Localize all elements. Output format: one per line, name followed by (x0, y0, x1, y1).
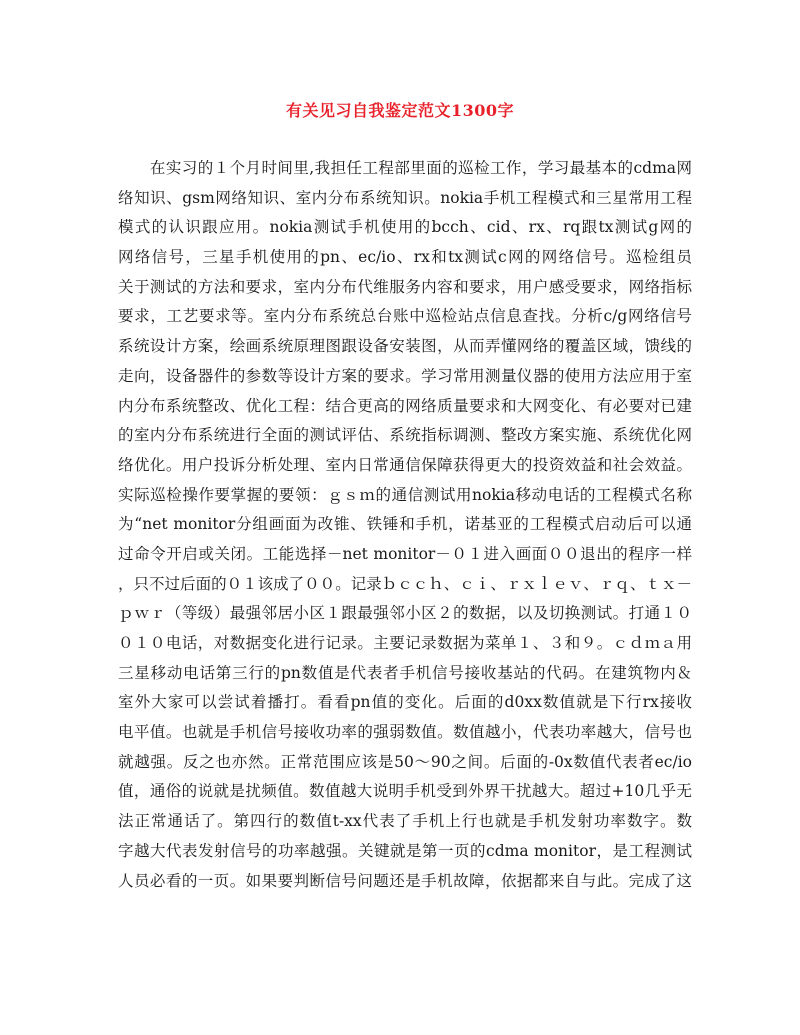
body-line: ０１０电话，对数据变化进行记录。主要记录数据为菜单１、３和９。ｃｄｍａ用 (118, 634, 692, 652)
body-line: 内分布系统整改、优化工程：结合更高的网络质量要求和大网变化、有必要对已建 (118, 396, 692, 415)
body-line: 电平值。也就是手机信号接收功率的强弱数值。数值越小，代表功率越大，信号也 (118, 723, 692, 742)
body-line: 走向，设备器件的参数等设计方案的要求。学习常用测量仪器的使用方法应用于室 (118, 366, 692, 385)
body-line: 在实习的１个月时间里,我担任工程部里面的巡检工作，学习最基本的cdma网 (118, 159, 692, 177)
body-line: ｐｗｒ（等级）最强邻居小区１跟最强邻小区２的数据，以及切换测试。打通１０ (118, 604, 692, 623)
body-line: 络知识、gsm网络知识、室内分布系统知识。nokia手机工程模式和三星常用工程 (118, 188, 692, 207)
body-line: 字越大代表发射信号的功率越强。关键就是第一页的cdma monitor，是工程测试 (118, 841, 692, 860)
body-line: 网络信号，三星手机使用的pn、ec/io、rx和tx测试c网的网络信号。巡检组员 (118, 248, 692, 267)
body-line: 人员必看的一页。如果要判断信号问题还是手机故障，依据都来自与此。完成了这 (118, 871, 692, 890)
body-line: 模式的认识跟应用。nokia测试手机使用的bcch、cid、rx、rq跟tx测试g网的 (118, 218, 692, 237)
body-line: 络优化。用户投诉分析处理、室内日常通信保障获得更大的投资效益和社会效益。 (118, 455, 692, 474)
body-line: 要求，工艺要求等。室内分布系统总台账中巡检站点信息查找。分析c/g网络信号 (118, 307, 692, 326)
body-line: 三星移动电话第三行的pn数值是代表者手机信号接收基站的代码。在建筑物内＆ (118, 663, 692, 682)
body-line: 法正常通话了。第四行的数值t-xx代表了手机上行也就是手机发射功率数字。数 (118, 812, 692, 831)
document-title: 有关见习自我鉴定范文1300字 (285, 101, 515, 120)
body-line: 过命令开启或关闭。工能选择－net monitor－０１进入画面００退出的程序一样 (118, 544, 692, 563)
body-line: 关于测试的方法和要求，室内分布代维服务内容和要求，用户感受要求，网络指标 (118, 277, 692, 296)
body-line: 就越强。反之也亦然。正常范围应该是50～90之间。后面的-0x数值代表者ec/io (118, 752, 692, 771)
body-line: 为“net monitor分组画面为改锥、铁锤和手机，诺基亚的工程模式启动后可以通 (118, 515, 692, 534)
body-line: 系统设计方案，绘画系统原理图跟设备安装图，从而弄懂网络的覆盖区域，馈线的 (118, 337, 692, 356)
body-line: 值，通俗的说就是扰频值。数值越大说明手机受到外界干扰越大。超过+10几乎无 (118, 782, 692, 801)
document-body (118, 154, 692, 896)
body-line: ，只不过后面的０１该成了００。记录ｂｃｃｈ、ｃｉ、ｒｘｌｅｖ、ｒｑ、ｔｘ－ (118, 574, 692, 593)
body-line: 的室内分布系统进行全面的测试评估、系统指标调测、整改方案实施、系统优化网 (118, 426, 692, 445)
body-line: 室外大家可以尝试着播打。看看pn值的变化。后面的d0xx数值就是下行rx接收 (118, 693, 692, 712)
body-line: 实际巡检操作要掌握的要领：ｇｓｍ的通信测试用nokia移动电话的工程模式名称 (118, 485, 692, 504)
